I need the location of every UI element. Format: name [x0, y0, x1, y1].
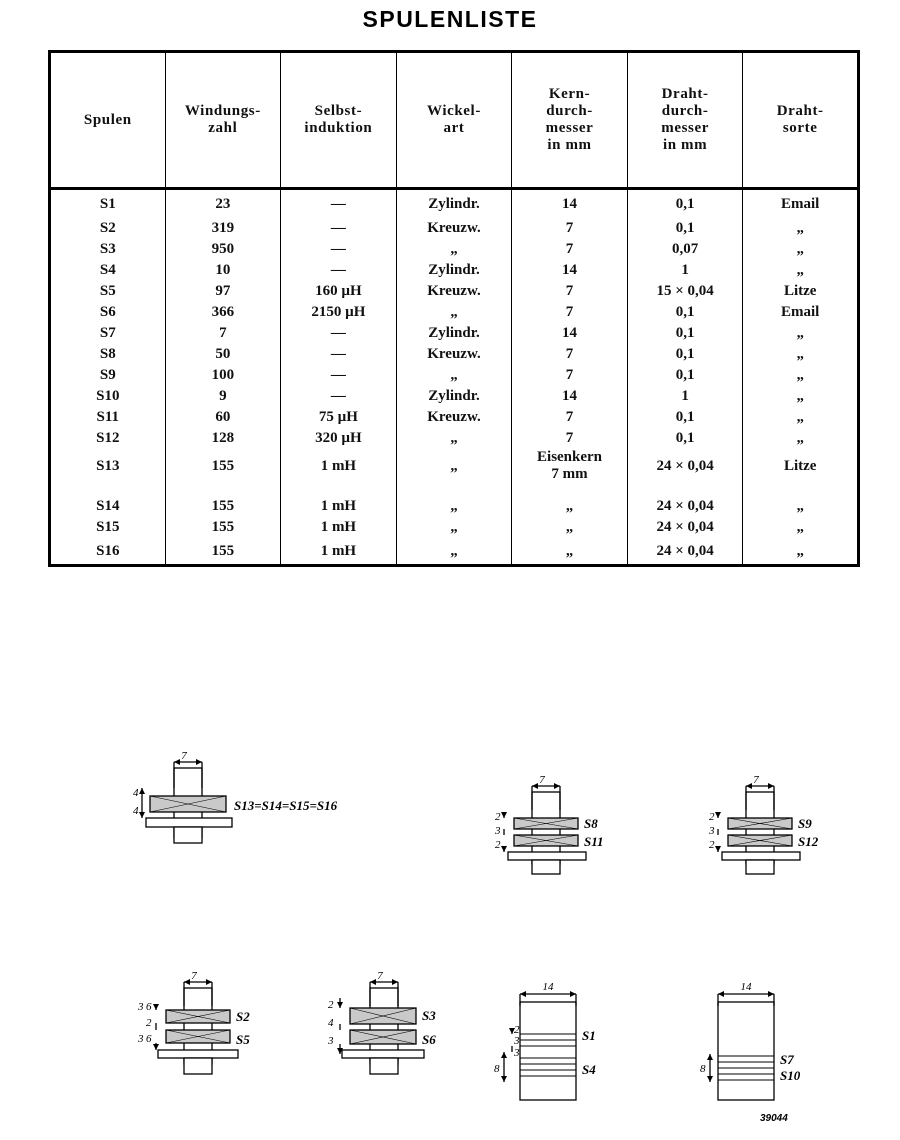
dimension-top-label: 14 — [740, 981, 752, 993]
figure-s13-s16 — [128, 748, 348, 878]
table-spacer-row — [50, 483, 859, 496]
figure-label-s4: S4 — [582, 1062, 596, 1077]
figure-s3-s6-drawing — [318, 968, 478, 1108]
column-header-wire-kind: Draht- sorte — [743, 52, 859, 189]
column-header-core-diameter: Kern- durch- messer in mm — [512, 52, 628, 189]
figure-label-s8: S8 — [584, 816, 598, 831]
dimension-side-label-1: 3 — [138, 1001, 144, 1013]
dimension-side-label-2: 4 — [133, 805, 139, 817]
figure-s9-s12-drawing — [706, 772, 856, 902]
figure-s8-s11-drawing — [492, 772, 642, 902]
coil-drawings-group — [0, 720, 900, 1140]
column-header-wire-diameter: Draht- durch- messer in mm — [627, 52, 743, 189]
table-row: S1 23 — Zylindr. 14 0,1 Email — [50, 189, 859, 219]
dimension-side-label-2: 3 — [514, 1035, 520, 1047]
dimension-side-label-2: 3 — [709, 825, 715, 837]
dimension-side-label-2: 4 — [328, 1017, 334, 1029]
dimension-side-label-1: 4 — [133, 787, 139, 799]
table-row: S6 366 2150 µH „ 7 0,1 Email — [50, 302, 859, 323]
figure-s13-s16-drawing — [128, 748, 348, 878]
figure-label-s7: S7 — [780, 1052, 794, 1067]
dimension-side-label-3: 3 — [328, 1035, 334, 1047]
column-header-winding-type: Wickel- art — [396, 52, 512, 189]
coil-list-table-container — [48, 50, 860, 567]
dimension-side-label-2: 3 — [495, 825, 501, 837]
figure-label-s1: S1 — [582, 1028, 596, 1043]
dimension-side-label-1: 2 — [514, 1024, 520, 1036]
table-row: S2 319 — Kreuzw. 7 0,1 „ — [50, 218, 859, 239]
dimension-top-label: 7 — [181, 750, 187, 762]
table-row: S12 128 320 µH „ 7 0,1 „ — [50, 428, 859, 449]
dimension-top-label: 7 — [753, 774, 759, 786]
dimension-side-label-5: 6 — [146, 1033, 152, 1045]
dimension-side-label-3: 2 — [495, 839, 501, 851]
dimension-side-label-4: 3 — [138, 1033, 144, 1045]
dimension-side-label-1: 8 — [700, 1063, 706, 1075]
dimension-side-label-1: 2 — [709, 811, 715, 823]
figure-label-s6: S6 — [422, 1032, 436, 1047]
column-header-turns: Windungs- zahl — [165, 52, 281, 189]
figure-s7-s10-drawing — [688, 978, 848, 1118]
figure-label-s12: S12 — [798, 834, 819, 849]
dimension-top-label: 7 — [191, 970, 197, 982]
dimension-side-label-3: 3 — [514, 1047, 520, 1059]
figure-s1-s4 — [490, 978, 650, 1118]
figure-s1-s4-drawing — [490, 978, 650, 1118]
figure-s8-s11 — [492, 772, 642, 902]
dimension-top-label: 7 — [377, 970, 383, 982]
dimension-side-label-4: 8 — [494, 1063, 500, 1075]
table-body — [50, 189, 859, 566]
column-header-inductance: Selbst- induktion — [281, 52, 397, 189]
figure-label-s9: S9 — [798, 816, 812, 831]
dimension-side-label-3: 2 — [709, 839, 715, 851]
dimension-top-label: 14 — [542, 981, 554, 993]
figure-s3-s6 — [318, 968, 478, 1108]
cell-core-eisenkern: Eisenkern 7 mm — [512, 449, 628, 483]
page-title: SPULENLISTE — [362, 6, 538, 32]
table-row: S16 155 1 mH „ „ 24 × 0,04 „ — [50, 538, 859, 566]
figure-label-s2: S2 — [236, 1009, 250, 1024]
figure-label-s3: S3 — [422, 1008, 436, 1023]
table-row: S15 155 1 mH „ „ 24 × 0,04 „ — [50, 517, 859, 538]
figure-label-s5: S5 — [236, 1032, 250, 1047]
figure-s2-s5 — [136, 968, 296, 1108]
figure-label-s11: S11 — [584, 834, 604, 849]
table-row: S3 950 — „ 7 0,07 „ — [50, 239, 859, 260]
table-row: S8 50 — Kreuzw. 7 0,1 „ — [50, 344, 859, 365]
table-row: S5 97 160 µH Kreuzw. 7 15 × 0,04 Litze — [50, 281, 859, 302]
dimension-top-label: 7 — [539, 774, 545, 786]
figure-label-s10: S10 — [780, 1068, 801, 1083]
figure-s2-s5-drawing — [136, 968, 296, 1108]
table-row: S7 7 — Zylindr. 14 0,1 „ — [50, 323, 859, 344]
table-row: S9 100 — „ 7 0,1 „ — [50, 365, 859, 386]
table-row: S4 10 — Zylindr. 14 1 „ — [50, 260, 859, 281]
plate-number: 39044 — [760, 1113, 788, 1124]
column-header-coil: Spulen — [50, 52, 166, 189]
table-header — [50, 52, 859, 189]
figure-label-s13-s16: S13=S14=S15=S16 — [234, 798, 338, 813]
table-row: S14 155 1 mH „ „ 24 × 0,04 „ — [50, 496, 859, 517]
table-row: S10 9 — Zylindr. 14 1 „ — [50, 386, 859, 407]
table-row: S13 155 1 mH „ Eisenkern 7 mm 24 × 0,04 Litze — [50, 449, 859, 483]
table-header-row — [50, 52, 859, 189]
figure-s9-s12 — [706, 772, 856, 902]
dimension-side-label-1: 2 — [495, 811, 501, 823]
table-row: S11 60 75 µH Kreuzw. 7 0,1 „ — [50, 407, 859, 428]
dimension-side-label-1: 2 — [328, 999, 334, 1011]
figure-s7-s10 — [688, 978, 848, 1118]
coil-list-table — [48, 50, 860, 567]
dimension-side-label-3: 2 — [146, 1017, 152, 1029]
dimension-side-label-2: 6 — [146, 1001, 152, 1013]
